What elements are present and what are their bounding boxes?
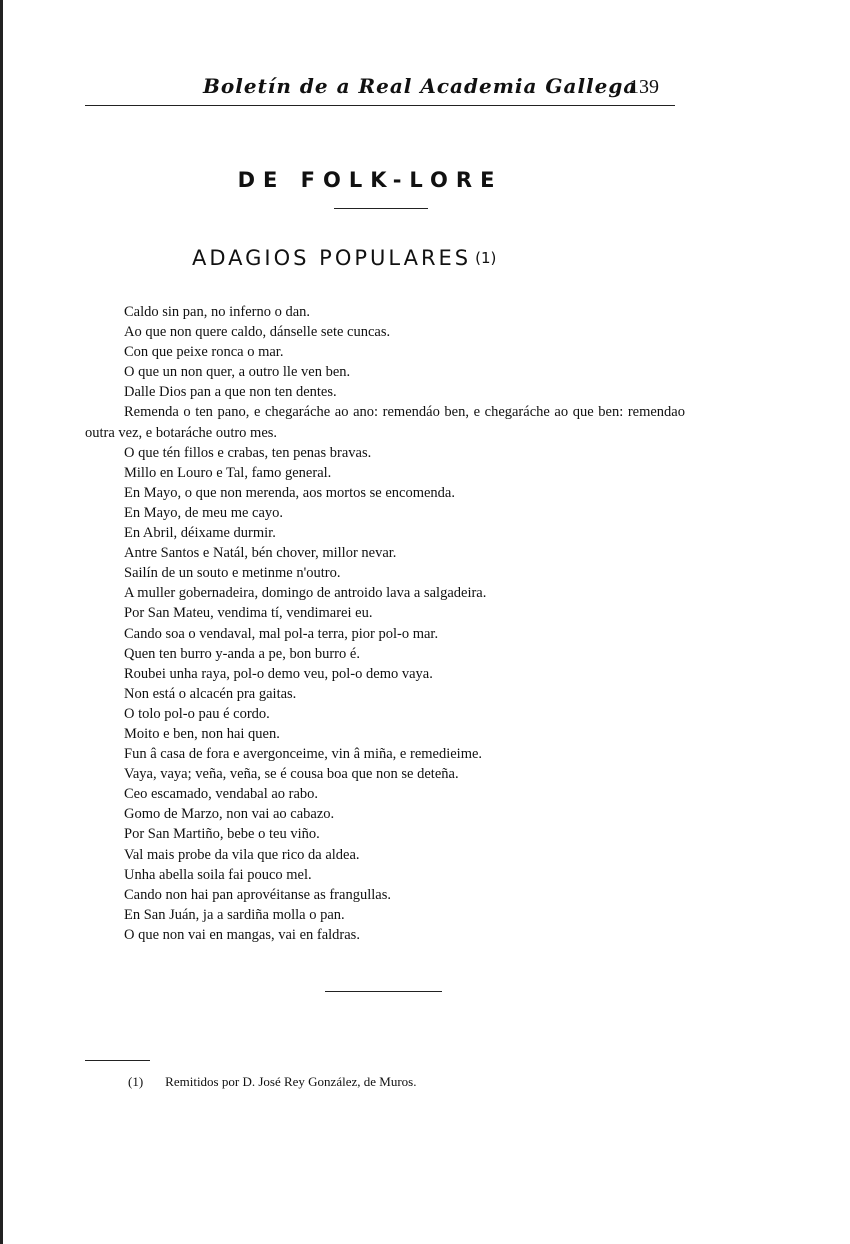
proverb-line: Gomo de Marzo, non vai ao cabazo. (124, 806, 335, 823)
proverb-line: Roubei unha raya, pol-o demo veu, pol-o demo vaya. (124, 665, 433, 682)
proverb-line: Dalle Dios pan a que non ten dentes. (124, 384, 337, 401)
proverb-line: Non está o alcacén pra gaitas. (124, 685, 297, 702)
proverb-line: Unha abella soila fai pouco mel. (124, 866, 312, 883)
proverb-line: Antre Santos e Natál, bén chover, millor nevar. (124, 545, 397, 562)
footnote-reference: (1) (475, 249, 497, 267)
proverb-line: En San Juán, ja a sardiña molla o pan. (124, 906, 345, 923)
proverb-line: Por San Mateu, vendima tí, vendimarei eu. (124, 605, 373, 622)
footnote-text: Remitidos por D. José Rey González, de Muros. (165, 1074, 417, 1089)
proverb-line: Ao que non quere caldo, dánselle sete cuncas. (124, 324, 391, 341)
proverb-line: Remenda o ten pano, e chegaráche ao ano: remendáo ben, e chegaráche ao que ben: remendao outra vez, e botaráche outro mes. (85, 404, 685, 441)
footnote (128, 1074, 416, 1090)
proverb-line: Fun â casa de fora e avergonceime, vin â miña, e remedieime. (124, 746, 483, 763)
proverb-line: En Mayo, o que non merenda, aos mortos se encomenda. (124, 484, 455, 501)
proverb-line: Val mais probe da vila que rico da aldea. (124, 846, 360, 863)
proverb-line: Vaya, vaya; veña, veña, se é cousa boa que non se deteña. (124, 766, 459, 783)
proverb-list (85, 302, 685, 945)
proverb-line: O que non vai en mangas, vai en faldras. (124, 926, 360, 943)
proverb-line: Con que peixe ronca o mar. (124, 344, 284, 361)
proverb-line: Caldo sin pan, no inferno o dan. (124, 304, 311, 320)
proverb-line: Por San Martiño, bebe o teu viño. (124, 826, 320, 843)
proverb-line: O tolo pol-o pau é cordo. (124, 705, 270, 722)
footnote-rule (85, 1060, 150, 1061)
proverb-line: A muller gobernadeira, domingo de antroido lava a salgadeira. (124, 585, 487, 602)
running-head (85, 74, 675, 104)
section-title: DE FOLK-LORE (237, 168, 503, 192)
proverb-line: Cando non hai pan aprovéitanse as frangullas. (124, 886, 391, 903)
page-number: 139 (629, 76, 659, 98)
proverb-line: Millo en Louro e Tal, famo general. (124, 464, 332, 481)
proverb-line: O que tén fillos e crabas, ten penas bravas. (124, 444, 372, 461)
proverb-line: En Mayo, de meu me cayo. (124, 504, 284, 521)
proverb-line: En Abril, déixame durmir. (124, 525, 276, 542)
proverb-line: Moito e ben, non hai quen. (124, 725, 280, 742)
end-rule (325, 991, 442, 992)
header-rule (85, 105, 675, 106)
proverb-line: Sailín de un souto e metinme n'outro. (124, 565, 341, 582)
proverb-line: O que un non quer, a outro lle ven ben. (124, 364, 351, 381)
proverb-line: Ceo escamado, vendabal ao rabo. (124, 786, 319, 803)
proverb-line: Quen ten burro y-anda a pe, bon burro é. (124, 645, 360, 662)
proverb-line: Cando soa o vendaval, mal pol-a terra, pior pol-o mar. (124, 625, 439, 642)
running-title: Boletín de a Real Academia Gallega (203, 74, 638, 98)
title-divider (334, 208, 428, 209)
subtitle-text: ADAGIOS POPULARES (192, 246, 472, 270)
subtitle (192, 246, 496, 270)
footnote-number: (1) (128, 1074, 144, 1089)
